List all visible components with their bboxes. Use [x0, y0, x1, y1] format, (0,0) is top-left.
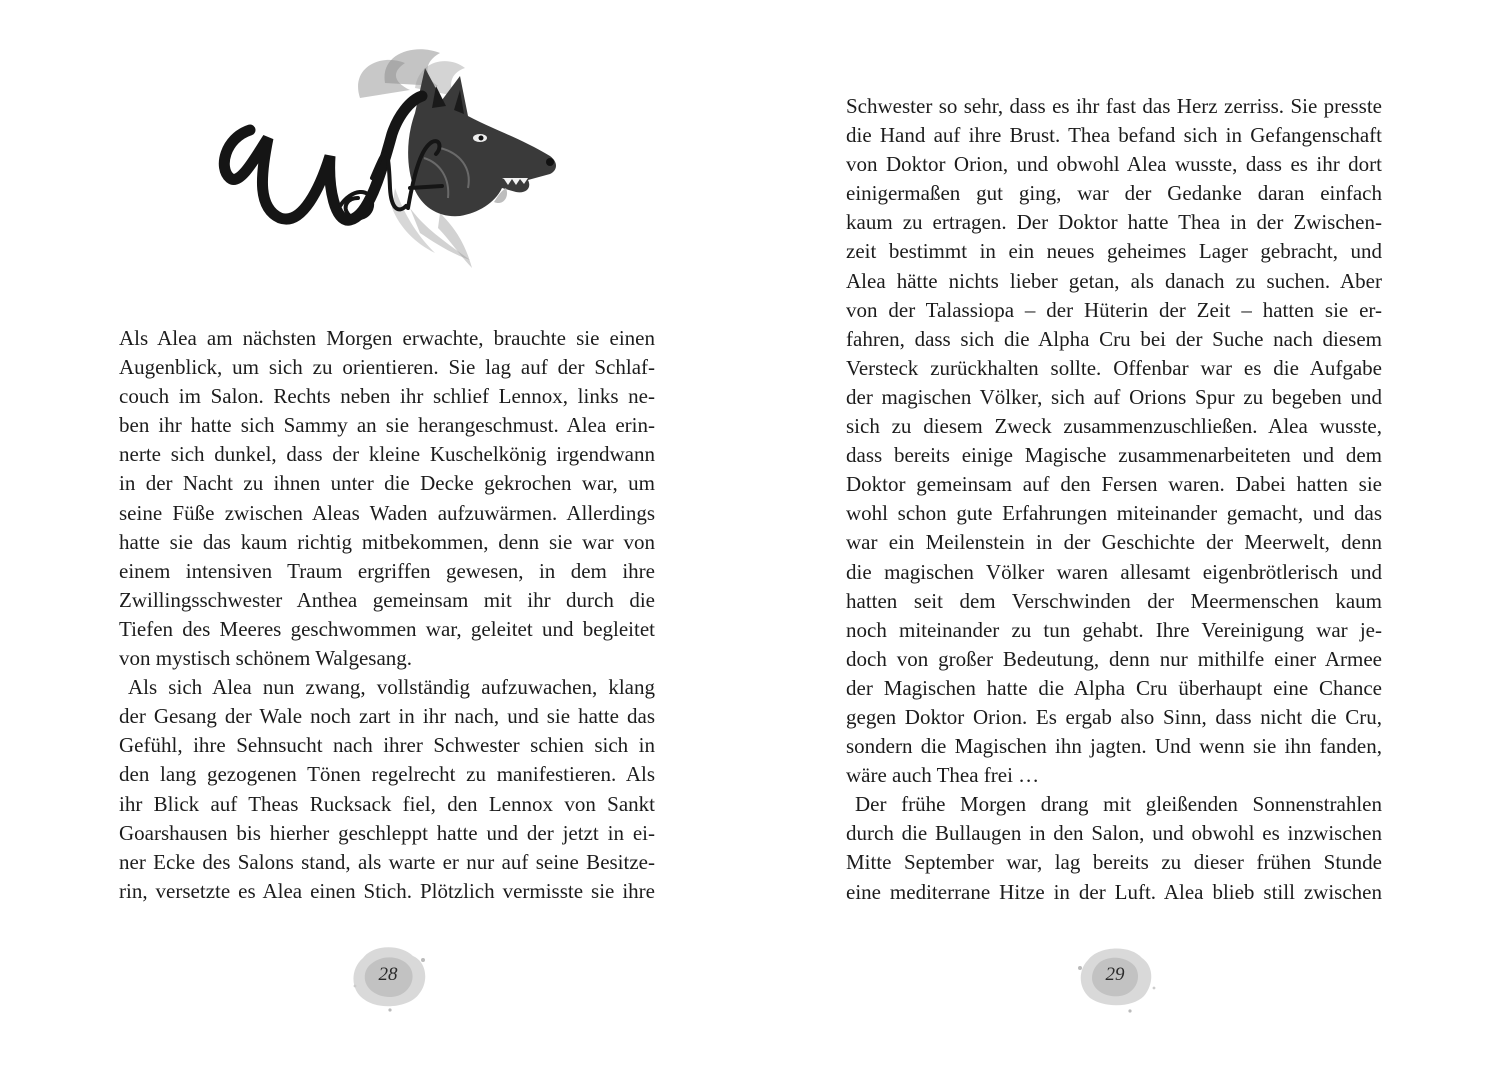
- page-number-text: 29: [1105, 964, 1125, 985]
- text-line: ner Ecke des Salons stand, als warte er nur auf seine Besitze-: [119, 849, 655, 874]
- text-line: der Magischen hatte die Alpha Cru überhaupt eine Chance: [846, 675, 1382, 700]
- text-line: war ein Meilenstein in der Geschichte der Meerwelt, denn: [846, 530, 1382, 555]
- text-line: ihr Blick auf Theas Rucksack fiel, den Lennox von Sankt: [119, 791, 655, 816]
- text-line: seine Füße zwischen Aleas Waden aufzuwärmen. Allerdings: [119, 500, 655, 525]
- text-line: Alea hätte nichts lieber getan, als danach zu suchen. Aber: [846, 268, 1382, 293]
- text-line: wäre auch Thea frei …: [846, 763, 1040, 788]
- text-line: eine mediterrane Hitze in der Luft. Alea blieb still zwischen: [846, 879, 1382, 904]
- text-line: doch von großer Bedeutung, denn nur mithilfe einer Armee: [846, 646, 1382, 671]
- text-line: der magischen Völker, sich auf Orions Spur zu begeben und: [846, 384, 1382, 409]
- text-line: von der Talassiopa – der Hüterin der Zeit – hatten sie er-: [846, 297, 1382, 322]
- right-page: [750, 0, 1500, 1086]
- text-line: ben ihr hatte sich Sammy an sie herangeschmust. Alea erin-: [119, 413, 655, 438]
- text-line: einem intensiven Traum ergriffen gewesen, in dem ihre: [119, 558, 655, 583]
- text-line: Als Alea am nächsten Morgen erwachte, brauchte sie einen: [119, 326, 655, 350]
- text-line: gegen Doktor Orion. Es ergab also Sinn, dass nicht die Cru,: [846, 704, 1382, 729]
- text-line: durch die Bullaugen in den Salon, und obwohl es inzwischen: [846, 821, 1382, 846]
- text-line: zeit bestimmt in ein neues geheimes Lager gebracht, und: [846, 239, 1382, 264]
- text-line: Schwester so sehr, dass es ihr fast das Herz zerriss. Sie presste: [846, 94, 1382, 118]
- text-line: noch miteinander zu tun gehabt. Ihre Vereinigung war je-: [846, 617, 1382, 642]
- text-line: der Gesang der Wale noch zart in ihr nach, und sie hatte das: [119, 704, 655, 729]
- page-number-text: 28: [378, 964, 398, 985]
- text-line: Augenblick, um sich zu orientieren. Sie lag auf der Schlaf-: [119, 355, 655, 380]
- text-line: einigermaßen gut ging, war der Gedanke daran einfach: [846, 181, 1382, 206]
- text-line: hatte sie das kaum richtig mitbekommen, denn sie war von: [119, 529, 655, 554]
- text-line: Doktor gemeinsam auf den Fersen waren. Dabei hatten sie: [846, 472, 1382, 497]
- text-line: Goarshausen bis hierher geschleppt hatte und der jetzt in ei-: [119, 820, 655, 845]
- text-line: Versteck zurückhalten sollte. Offenbar war es die Aufgabe: [846, 355, 1382, 380]
- page-number-right: [1070, 938, 1160, 1014]
- text-line: fahren, dass sich die Alpha Cru bei der Suche nach diesem: [846, 326, 1382, 351]
- text-line: rin, versetzte es Alea einen Stich. Plötzlich vermisste sie ihre: [119, 878, 655, 903]
- text-line: Zwillingsschwester Anthea gemeinsam mit ihr durch die: [119, 587, 655, 612]
- text-line: hatten seit dem Verschwinden der Meermenschen kaum: [846, 588, 1382, 613]
- text-line: den lang gezogenen Tönen regelrecht zu manifestieren. Als: [119, 762, 655, 787]
- wolf-chapter-emblem: [210, 38, 570, 270]
- text-line: Tiefen des Meeres geschwommen war, geleitet und begleitet: [119, 616, 655, 641]
- text-line: in der Nacht zu ihnen unter die Decke gekrochen war, um: [119, 471, 655, 496]
- text-line: nerte sich dunkel, dass der kleine Kuschelkönig irgendwann: [119, 442, 655, 467]
- left-page-body: [119, 324, 655, 906]
- text-line: Als sich Alea nun zwang, vollständig aufzuwachen, klang: [128, 675, 655, 700]
- text-line: couch im Salon. Rechts neben ihr schlief Lennox, links ne-: [119, 384, 655, 409]
- text-line: Gefühl, ihre Sehnsucht nach ihrer Schwester schien sich in: [119, 733, 655, 758]
- text-line: Der frühe Morgen drang mit gleißenden Sonnenstrahlen: [855, 792, 1382, 817]
- page-number-left: [343, 938, 433, 1014]
- right-page-body: [846, 92, 1382, 907]
- text-line: sich zu diesem Zweck zusammenzuschließen. Alea wusste,: [846, 414, 1382, 439]
- text-line: kaum zu ertragen. Der Doktor hatte Thea in der Zwischen-: [846, 210, 1382, 235]
- chapter-title: Wolf: [210, 38, 212, 39]
- text-line: die magischen Völker waren allesamt eigenbrötlerisch und: [846, 559, 1382, 584]
- text-line: Mitte September war, lag bereits zu dieser frühen Stunde: [846, 850, 1382, 875]
- text-line: dass bereits einige Magische zusammenarbeiteten und dem: [846, 443, 1382, 468]
- text-line: wohl schon gute Erfahrungen miteinander gemacht, und das: [846, 501, 1382, 526]
- text-line: sondern die Magischen ihn jagten. Und wenn sie ihn fanden,: [846, 734, 1382, 759]
- text-line: von Doktor Orion, und obwohl Alea wusste, dass es ihr dort: [846, 152, 1382, 177]
- text-line: von mystisch schönem Walgesang.: [119, 646, 413, 671]
- text-line: die Hand auf ihre Brust. Thea befand sich in Gefangenschaft: [846, 123, 1382, 148]
